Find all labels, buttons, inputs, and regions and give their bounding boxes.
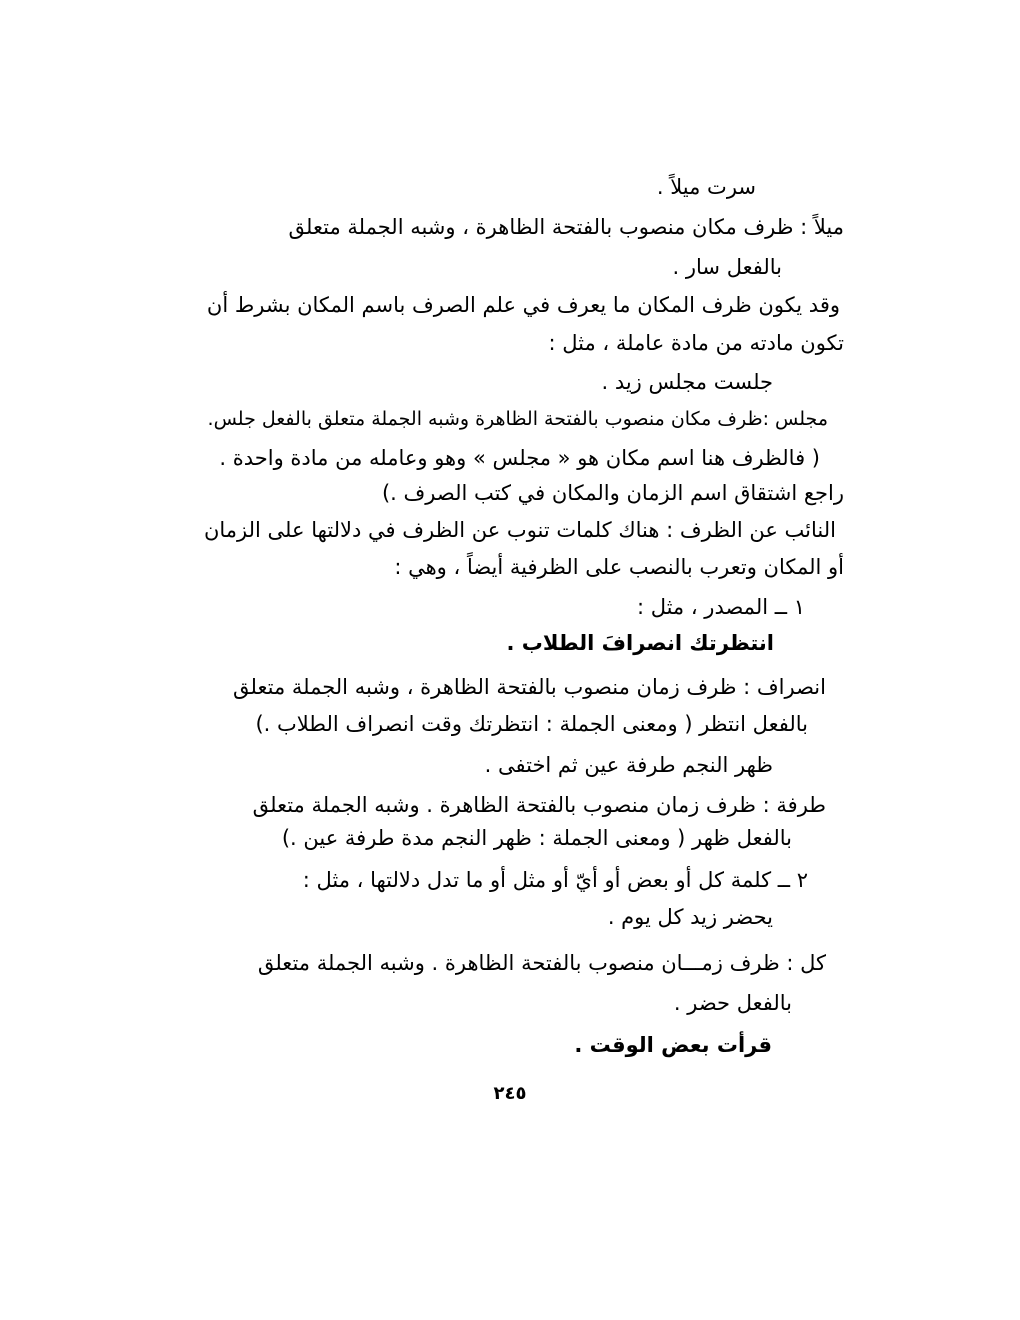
text-line-14: انصراف : ظرف زمان منصوب بالفتحة الظاهرة ، وشبه الجملة متعلق (233, 675, 826, 699)
list-item-1: ١ ــ المصدر ، مثل : (636, 595, 805, 619)
text-line-7: مجلس :ظرف مكان منصوب بالفتحة الظاهرة وشبه الجملة متعلق بالفعل جلس. (207, 408, 828, 430)
example-line-2: انتظرتك انصرافَ الطلاب . (506, 631, 774, 655)
example-line-1: جلست مجلس زيد . (601, 370, 773, 394)
text-line-5: تكون مادته من مادة عاملة ، مثل : (548, 331, 844, 355)
text-line-21: كل : ظرف زمـــان منصوب بالفتحة الظاهرة . وشبه الجملة متعلق (257, 951, 826, 975)
list-item-2: ٢ ــ كلمة كل أو بعض أو أيّ أو مثل أو ما تدل دلالتها ، مثل : (302, 868, 808, 892)
text-line-17: طرفة : ظرف زمان منصوب بالفتحة الظاهرة . وشبه الجملة متعلق (252, 793, 826, 817)
text-line-18: بالفعل ظهر ( ومعنى الجملة : ظهر النجم مدة طرفة عين .) (281, 826, 792, 850)
example-line-4: يحضر زيد كل يوم . (607, 905, 773, 929)
text-line-1: سرت ميلاً . (656, 175, 756, 199)
example-line-3: ظهر النجم طرفة عين ثم اختفى . (484, 753, 773, 777)
section-heading-line: النائب عن الظرف : هناك كلمات تنوب عن الظرف في دلالتها على الزمان (203, 518, 836, 542)
page-number: ٢٤٥ (493, 1083, 527, 1104)
text-line-15: بالفعل انتظر ( ومعنى الجملة : انتظرتك وقت انصراف الطلاب .) (255, 712, 808, 736)
text-line-3: بالفعل سار . (672, 255, 782, 279)
text-line-2: ميلاً : ظرف مكان منصوب بالفتحة الظاهرة ، وشبه الجملة متعلق (288, 215, 844, 239)
text-line-8: ( فالظرف هنا اسم مكان هو « مجلس » وهو وعامله من مادة واحدة . (219, 446, 820, 470)
text-line-9: راجع اشتقاق اسم الزمان والمكان في كتب الصرف .) (381, 481, 844, 505)
text-line-22: بالفعل حضر . (673, 991, 792, 1015)
text-line-11: أو المكان وتعرب بالنصب على الظرفية أيضاً ، وهي : (394, 555, 844, 579)
text-line-4: وقد يكون ظرف المكان ما يعرف في علم الصرف باسم المكان بشرط أن (206, 293, 840, 317)
example-line-5: قرأت بعض الوقت . (574, 1033, 772, 1057)
